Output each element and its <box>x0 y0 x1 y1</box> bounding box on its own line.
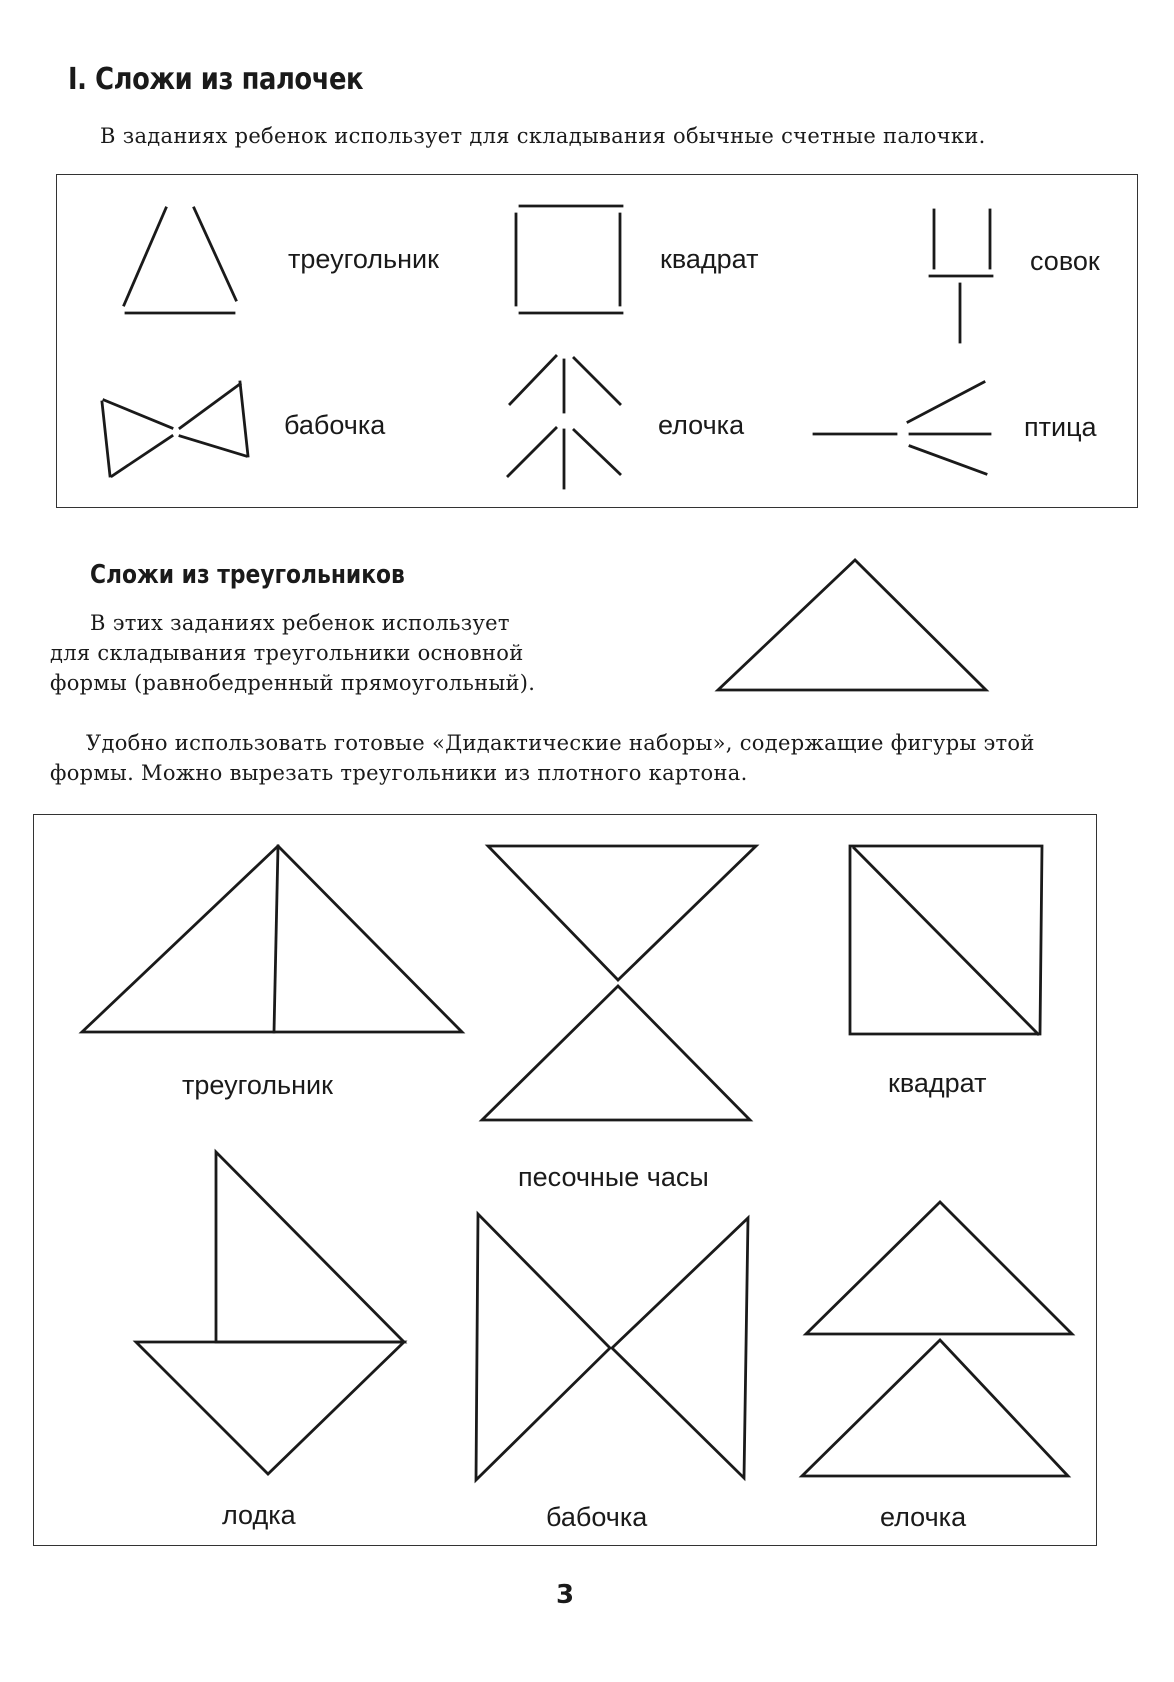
label-sticks-butterfly: бабочка <box>284 410 386 440</box>
label-triangles-butterfly: бабочка <box>546 1502 648 1532</box>
label-sticks-square: квадрат <box>660 244 759 274</box>
label-sticks-triangle: треугольник <box>288 244 439 274</box>
label-triangles-square: квадрат <box>888 1068 987 1098</box>
label-sticks-bird: птица <box>1024 412 1097 442</box>
label-triangles-boat: лодка <box>222 1500 296 1530</box>
intro-line: В этих заданиях ребенок использует <box>90 611 510 635</box>
section-intro: В заданиях ребенок использует для складывания обычные счетные палочки. <box>100 124 986 148</box>
label-sticks-scoop: совок <box>1030 246 1100 276</box>
page-number: 3 <box>556 1580 575 1610</box>
label-triangles-triangle: треугольник <box>182 1070 333 1100</box>
label-sticks-tree: елочка <box>658 410 745 440</box>
section-title: I. Сложи из палочек <box>68 62 364 97</box>
intro-line: для складывания треугольники основной <box>50 641 524 665</box>
para-line: формы. Можно вырезать треугольники из плотного картона. <box>50 761 748 785</box>
para-line: Удобно использовать готовые «Дидактические наборы», содержащие фигуры этой <box>86 731 1035 755</box>
label-triangles-tree: елочка <box>880 1502 967 1532</box>
subsection-title: Сложи из треугольников <box>90 560 405 590</box>
intro-line: формы (равнобедренный прямоугольный). <box>50 671 536 695</box>
label-triangles-hourglass: песочные часы <box>518 1162 709 1192</box>
